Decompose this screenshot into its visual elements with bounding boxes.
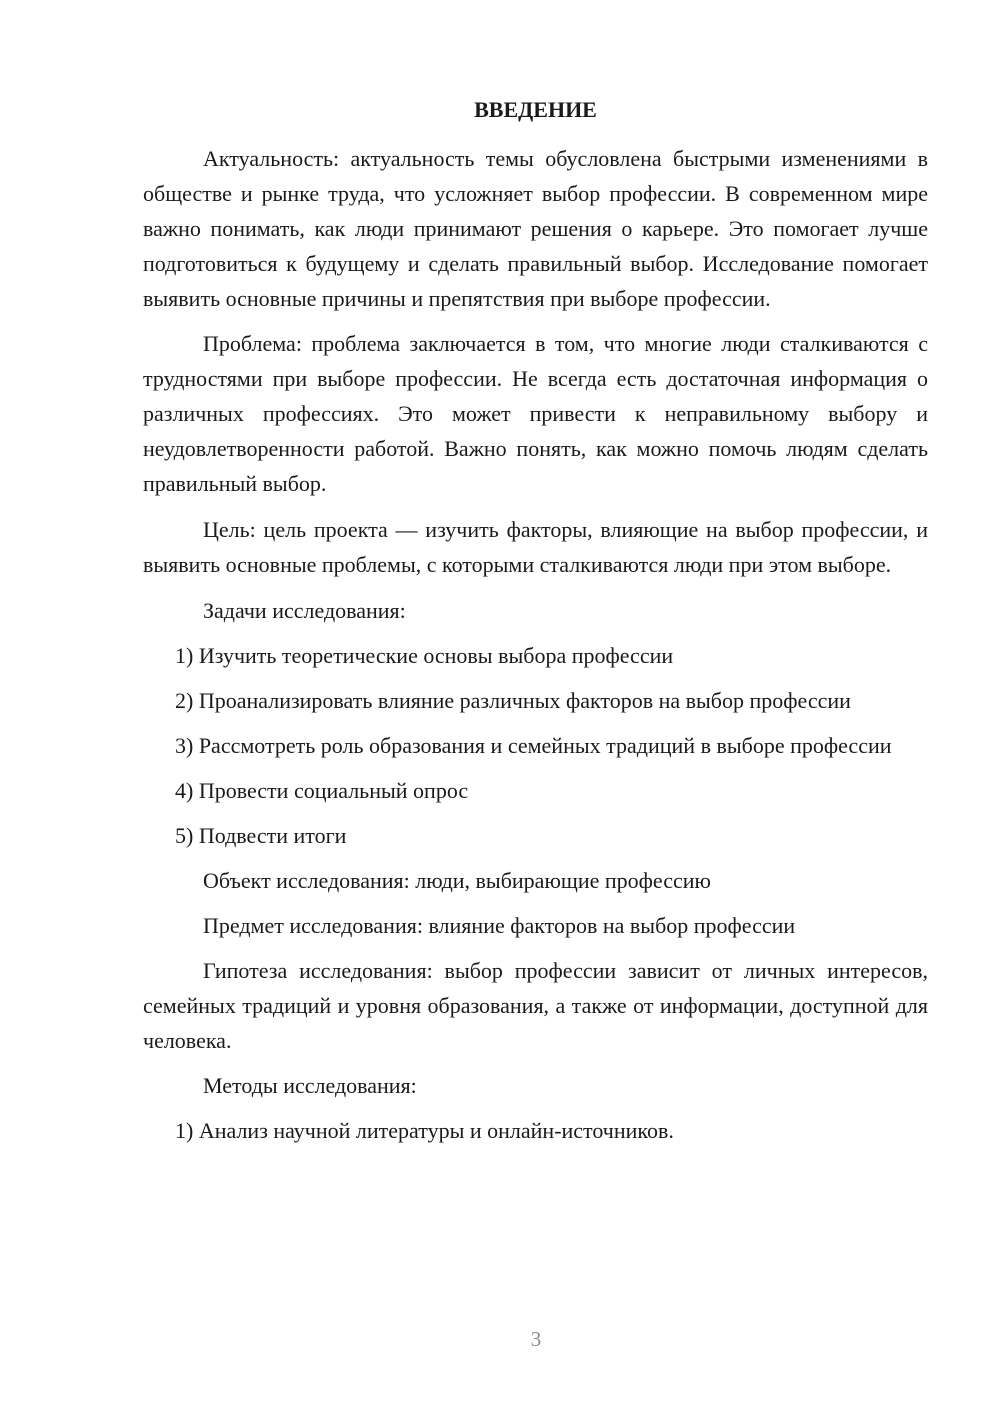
hypothesis-paragraph: Гипотеза исследования: выбор профессии зависит от личных интересов, семейных традиций и уровня образования, а также от информации, доступной для человека. xyxy=(143,958,928,1053)
research-object: Объект исследования: люди, выбирающие профессию xyxy=(203,868,711,893)
task-item-5: 5) Подвести итоги xyxy=(175,823,347,848)
task-item-2: 2) Проанализировать влияние различных факторов на выбор профессии xyxy=(175,688,851,713)
methods-heading: Методы исследования: xyxy=(203,1073,417,1098)
method-item-1: 1) Анализ научной литературы и онлайн-источников. xyxy=(175,1118,674,1143)
section-title: ВВЕДЕНИЕ xyxy=(474,97,597,122)
task-item-4: 4) Провести социальный опрос xyxy=(175,778,469,803)
problem-paragraph: Проблема: проблема заключается в том, что многие люди сталкиваются с трудностями при выборе профессии. Не всегда есть достаточная информация о различных профессиях. Это может привести к неправильному выбору и неудовлетворенности работой. Важно понять, как можно помочь людям сделать правильный выбор. xyxy=(143,331,928,496)
task-item-3: 3) Рассмотреть роль образования и семейных традиций в выборе профессии xyxy=(175,733,892,758)
document-page xyxy=(143,92,928,1158)
page-number: 3 xyxy=(530,1327,542,1351)
research-subject: Предмет исследования: влияние факторов на выбор профессии xyxy=(203,913,796,938)
tasks-heading: Задачи исследования: xyxy=(203,598,406,623)
relevance-paragraph: Актуальность: актуальность темы обусловлена быстрыми изменениями в обществе и рынке труда, что усложняет выбор профессии. В современном мире важно понимать, как люди принимают решения о карьере. Это помогает лучше подготовиться к будущему и сделать правильный выбор. Исследование помогает выявить основные причины и препятствия при выборе профессии. xyxy=(143,146,928,311)
goal-paragraph: Цель: цель проекта — изучить факторы, влияющие на выбор профессии, и выявить основные проблемы, с которыми сталкиваются люди при этом выборе. xyxy=(143,517,928,577)
task-item-1: 1) Изучить теоретические основы выбора профессии xyxy=(175,643,674,668)
